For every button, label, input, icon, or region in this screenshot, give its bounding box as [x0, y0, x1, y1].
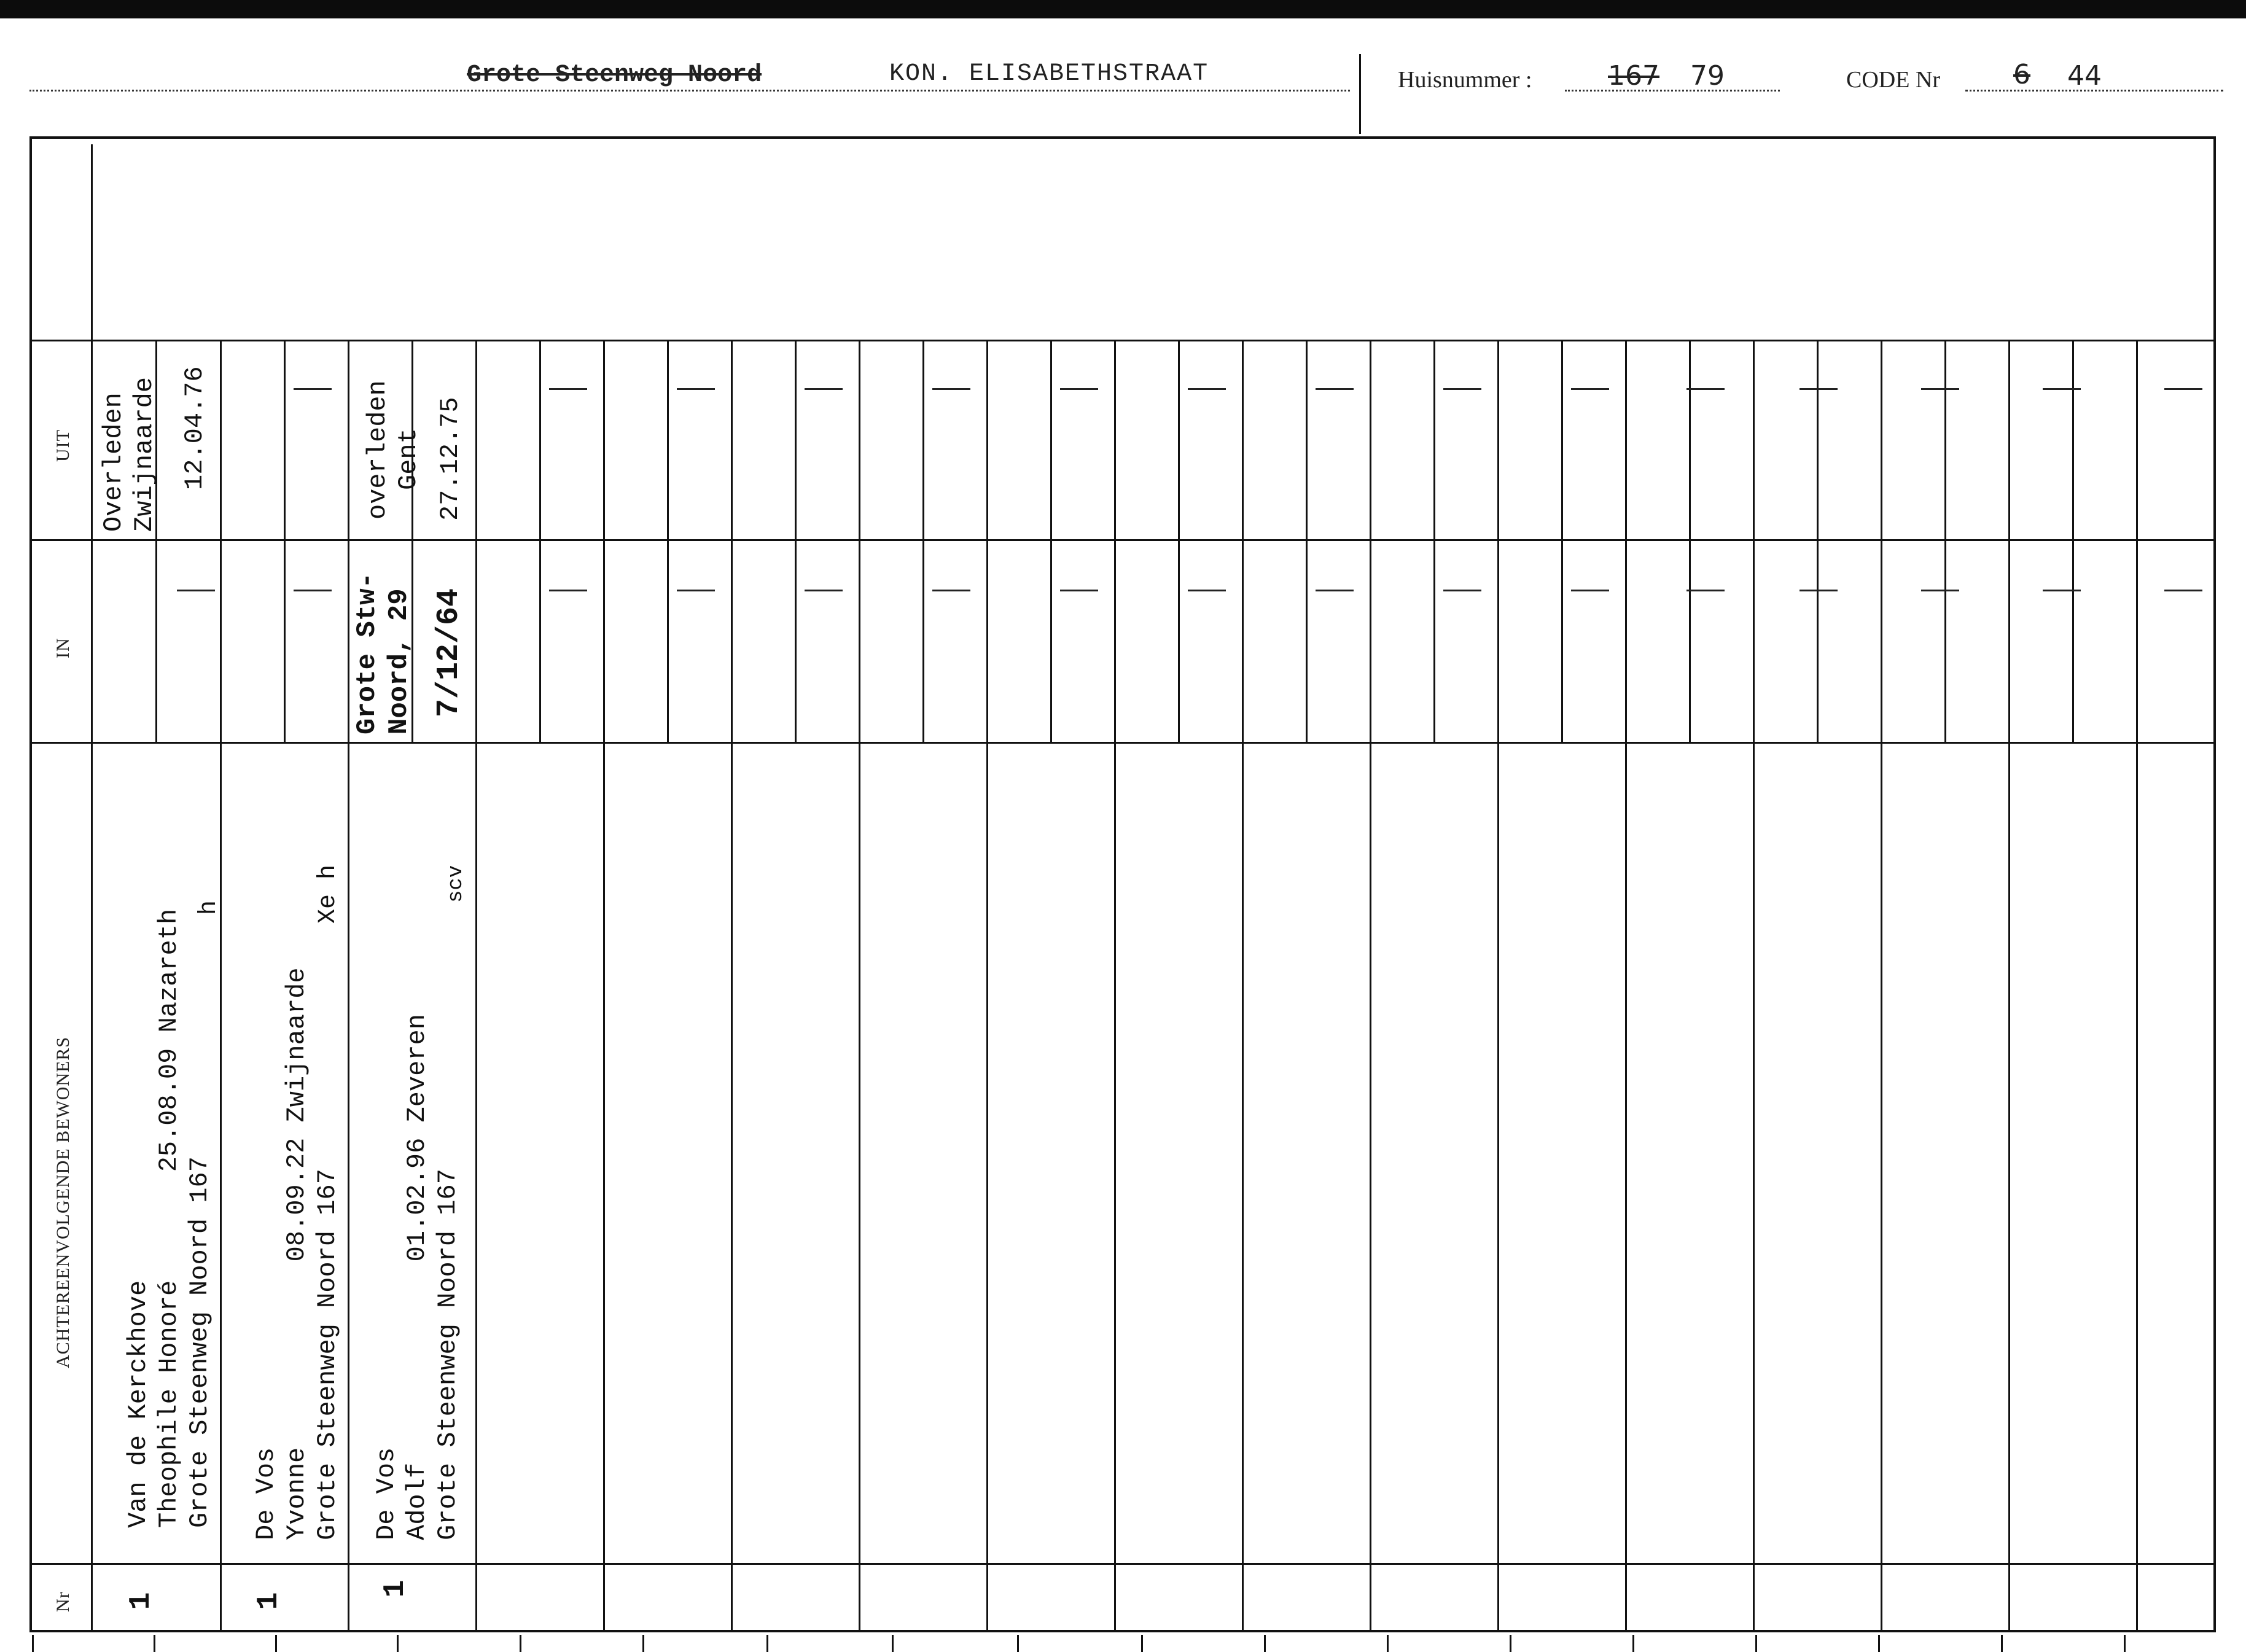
- bottom-tick: [397, 1635, 399, 1652]
- empty-dash: [1443, 388, 1481, 390]
- col-line: [667, 340, 669, 742]
- empty-dash: [1800, 590, 1838, 591]
- bottom-tick: [154, 1635, 155, 1652]
- resident-2-nr: 1: [252, 1592, 286, 1610]
- col-line: [2072, 340, 2074, 742]
- register-frame: [29, 136, 2216, 1632]
- resident-3-nr: 1: [379, 1580, 412, 1598]
- huisnummer-label: Huisnummer :: [1398, 67, 1532, 93]
- new-huisnummer: 79: [1690, 60, 1725, 92]
- empty-dash: [932, 590, 970, 591]
- empty-dash: [932, 388, 970, 390]
- bottom-tick: [1141, 1635, 1143, 1652]
- bottom-tick: [1510, 1635, 1511, 1652]
- resident-col-line: [603, 742, 605, 1632]
- bottom-tick: [32, 1635, 34, 1652]
- uit-label: UIT: [53, 429, 73, 462]
- empty-dash: [1686, 388, 1725, 390]
- empty-dash: [294, 590, 332, 591]
- bottom-tick: [2124, 1635, 2126, 1652]
- resident-2-details: De Vos Yvonne 08.09.22 Zwijnaarde Grote Steenweg Noord 167: [251, 967, 342, 1540]
- col-line: [1625, 340, 1627, 742]
- bottom-tick: [275, 1635, 277, 1652]
- resident-3-uit-place: overleden Gent: [363, 380, 423, 520]
- resident-1-nr: 1: [125, 1592, 158, 1610]
- bottom-tick: [766, 1635, 768, 1652]
- bottom-tick: [1878, 1635, 1880, 1652]
- empty-dash: [2043, 388, 2081, 390]
- col-line: [1881, 340, 1882, 742]
- col-line: [1689, 340, 1691, 742]
- resident-col-line: [1242, 742, 1244, 1632]
- empty-dash: [294, 388, 332, 390]
- empty-dash: [1316, 590, 1354, 591]
- col-line: [284, 340, 286, 742]
- empty-dash: [1188, 388, 1226, 390]
- old-huisnummer: 167: [1608, 60, 1659, 92]
- resident-col-line: [1114, 742, 1116, 1632]
- col-line: [539, 340, 541, 742]
- empty-dash: [805, 590, 843, 591]
- resident-col-line: [731, 742, 733, 1632]
- col-line: [1944, 340, 1946, 742]
- resident-3-details: De Vos Adolf 01.02.96 Zeveren Grote Steenweg Noord 167: [372, 1014, 462, 1540]
- empty-dash: [2164, 388, 2202, 390]
- resident-3-mark: scv: [445, 865, 468, 903]
- resident-col-line: [1497, 742, 1499, 1632]
- code-label: CODE Nr: [1846, 67, 1941, 93]
- empty-dash: [549, 590, 587, 591]
- col-line: [1753, 340, 1755, 742]
- empty-dash: [2043, 590, 2081, 591]
- empty-dash: [1443, 590, 1481, 591]
- col-line: [348, 340, 349, 742]
- bottom-tick: [1387, 1635, 1389, 1652]
- col-line: [922, 340, 924, 742]
- resident-col-line: [1370, 742, 1371, 1632]
- resident-col-line: [2008, 742, 2010, 1632]
- empty-dash: [1921, 590, 1959, 591]
- col-line: [2136, 340, 2138, 742]
- resident-col-line: [986, 742, 988, 1632]
- resident-col-line: [1881, 742, 1882, 1632]
- empty-dash: [1686, 590, 1725, 591]
- label-column-divider: [91, 144, 93, 1631]
- resident-col-line: [348, 742, 349, 1632]
- empty-dash: [677, 388, 715, 390]
- col-line: [2008, 340, 2010, 742]
- empty-dash: [1571, 590, 1609, 591]
- new-street-name: KON. ELISABETHSTRAAT: [889, 60, 1209, 88]
- resident-col-line: [220, 742, 222, 1632]
- bottom-tick: [892, 1635, 894, 1652]
- resident-1-uit-place: Overleden Zwijnaarde: [99, 376, 159, 532]
- resident-col-line: [1625, 742, 1627, 1632]
- huisnummer-dotted-line: [1565, 90, 1780, 92]
- bottom-tick: [1755, 1635, 1757, 1652]
- street-dotted-line: [29, 90, 1350, 92]
- bottom-tick: [1264, 1635, 1266, 1652]
- empty-dash: [1800, 388, 1838, 390]
- in-label: IN: [53, 637, 73, 658]
- nr-label: Nr: [53, 1591, 73, 1612]
- resident-col-line: [1753, 742, 1755, 1632]
- scan-edge: [0, 0, 2246, 18]
- col-line: [220, 340, 222, 742]
- col-line: [1370, 340, 1371, 742]
- header-divider: [1359, 54, 1361, 134]
- col-line: [1561, 340, 1563, 742]
- resident-1-mark: h: [195, 900, 223, 915]
- col-line: [731, 340, 733, 742]
- resident-2-mark: Xe h: [314, 864, 342, 924]
- bottom-tick: [1632, 1635, 1634, 1652]
- resident-col-line: [2136, 742, 2138, 1632]
- empty-dash: [1188, 590, 1226, 591]
- col-line: [795, 340, 797, 742]
- col-line: [475, 340, 477, 742]
- resident-col-line: [859, 742, 860, 1632]
- empty-dash: [1921, 388, 1959, 390]
- col-line: [1497, 340, 1499, 742]
- col-line: [603, 340, 605, 742]
- resident-3-in-place: Grote Stw- Noord, 29: [352, 572, 415, 734]
- col-line: [1242, 340, 1244, 742]
- empty-dash: [2164, 590, 2202, 591]
- empty-dash: [1571, 388, 1609, 390]
- resident-col-line: [475, 742, 477, 1632]
- bottom-tick: [2001, 1635, 2003, 1652]
- col-line: [986, 340, 988, 742]
- col-line: [1306, 340, 1308, 742]
- uit-top-line: [29, 340, 2216, 341]
- resident-1-uit-date: 12.04.76: [180, 366, 209, 490]
- empty-dash: [1060, 388, 1098, 390]
- empty-dash: [1316, 388, 1354, 390]
- resident-1-details: Van de Kerckhove Theophile Honoré 25.08.09 Nazareth Grote Steenweg Noord 167: [123, 908, 214, 1528]
- col-line: [1114, 340, 1116, 742]
- resident-3-uit-date: 27.12.75: [435, 397, 465, 521]
- col-line: [1433, 340, 1435, 742]
- nr-top-line: [29, 1563, 2216, 1565]
- bottom-tick: [1017, 1635, 1019, 1652]
- empty-dash: [677, 590, 715, 591]
- old-code: 6: [2013, 59, 2030, 90]
- resident-3-in-date: 7/12/64: [432, 588, 467, 717]
- empty-dash: [177, 590, 215, 591]
- empty-dash: [549, 388, 587, 390]
- bottom-tick: [520, 1635, 521, 1652]
- empty-dash: [805, 388, 843, 390]
- col-line: [859, 340, 860, 742]
- col-line: [1817, 340, 1819, 742]
- in-top-line: [29, 539, 2216, 541]
- new-code: 44: [2067, 60, 2102, 92]
- col-line: [1050, 340, 1052, 742]
- bewoners-label: ACHTEREENVOLGENDE BEWONERS: [53, 1036, 73, 1368]
- bewoners-top-line: [29, 742, 2216, 744]
- col-line: [1178, 340, 1180, 742]
- old-street-name: Grote Steenweg Noord: [467, 61, 762, 89]
- bottom-tick: [642, 1635, 644, 1652]
- empty-dash: [1060, 590, 1098, 591]
